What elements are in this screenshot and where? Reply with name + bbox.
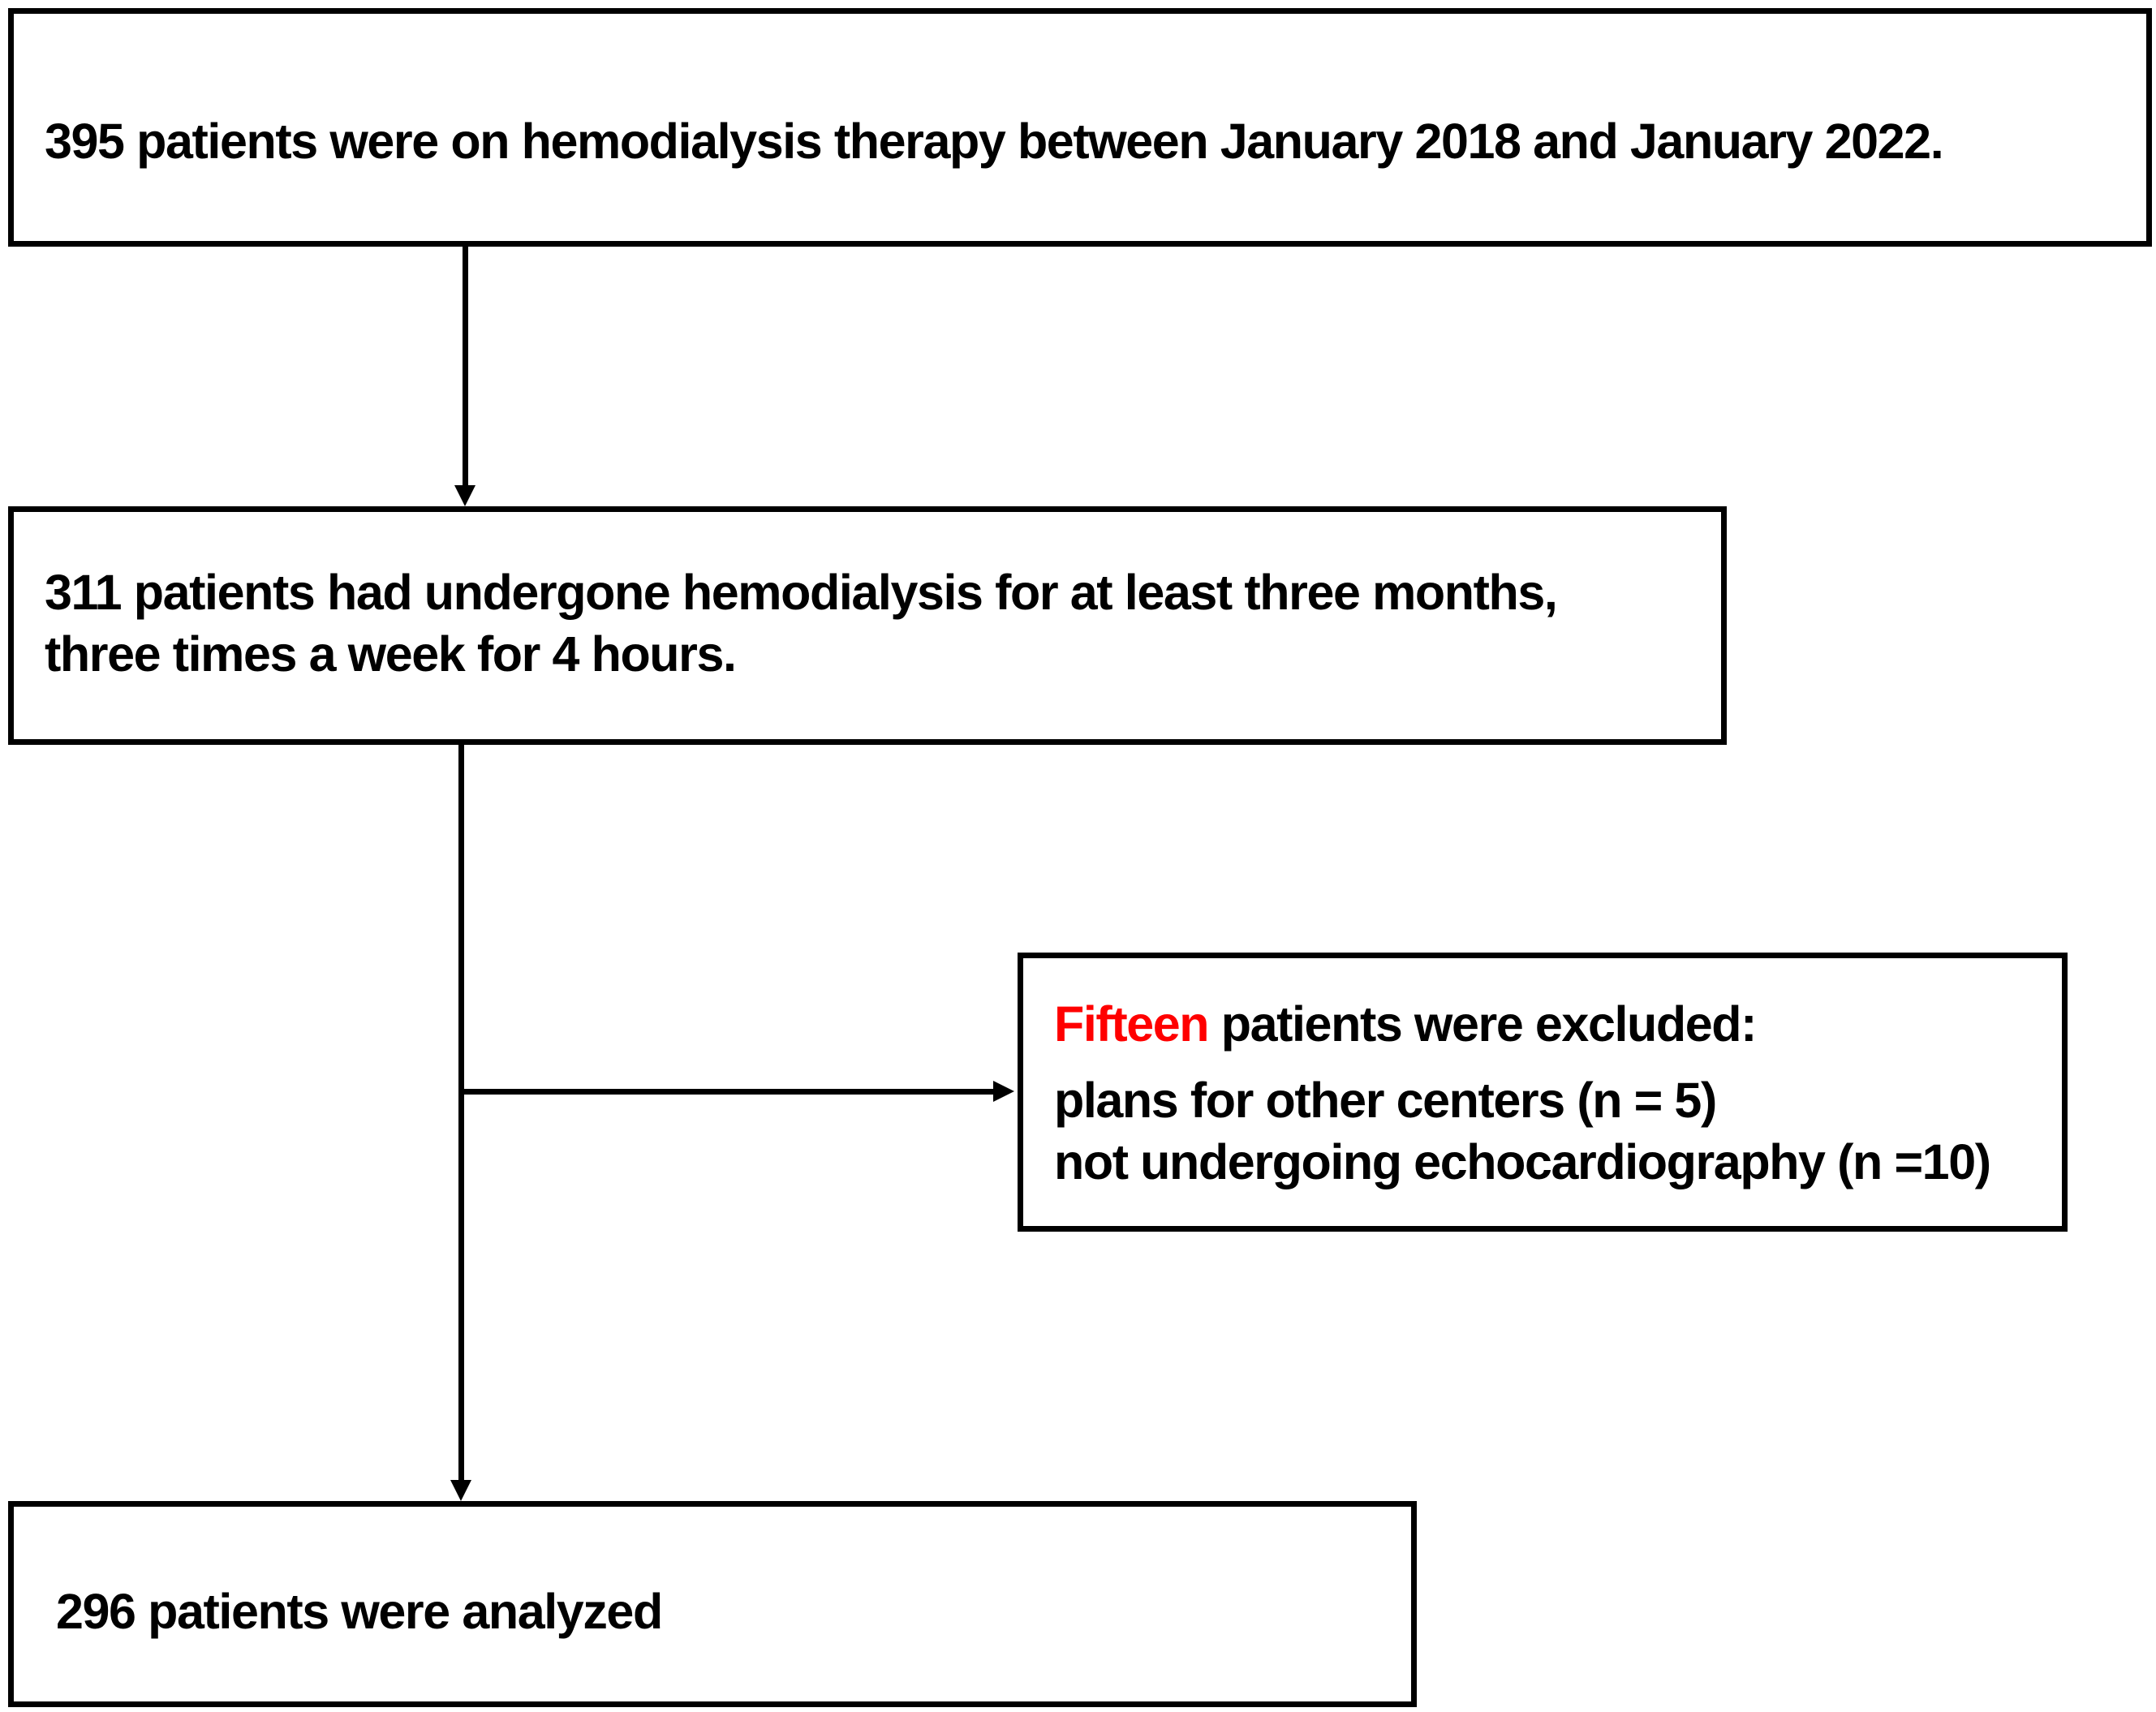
box-analyzed-cohort-text: 296 patients were analyzed bbox=[56, 1584, 662, 1639]
arrowhead-exclusion bbox=[993, 1081, 1014, 1102]
arrowhead-box3 bbox=[450, 1480, 471, 1501]
arrowhead-box2 bbox=[454, 485, 476, 506]
box-exclusions bbox=[1018, 953, 2068, 1232]
box-initial-cohort-text: 395 patients were on hemodialysis therapy between January 2018 and January 2022. bbox=[45, 114, 1943, 169]
box-eligible-cohort bbox=[8, 506, 1727, 745]
connector-box2-box3 bbox=[458, 745, 464, 1482]
connector-exclusion-branch bbox=[464, 1089, 995, 1095]
box-exclusions-heading bbox=[1054, 992, 1756, 1056]
box-analyzed-cohort bbox=[8, 1501, 1417, 1707]
exclusion-count-highlight: Fifteen bbox=[1054, 996, 1209, 1052]
box-initial-cohort bbox=[8, 8, 2152, 247]
box-eligible-cohort-line-1: 311 patients had undergone hemodialysis for at least three months, bbox=[45, 565, 1557, 620]
box-eligible-cohort-line-2: three times a week for 4 hours. bbox=[45, 626, 736, 682]
exclusion-heading-rest: patients were excluded: bbox=[1208, 996, 1757, 1052]
box-exclusions-line-1: plans for other centers (n = 5) bbox=[1054, 1073, 1716, 1128]
connector-box1-box2 bbox=[463, 247, 468, 487]
box-exclusions-line-2: not undergoing echocardiography (n =10) bbox=[1054, 1134, 1990, 1189]
